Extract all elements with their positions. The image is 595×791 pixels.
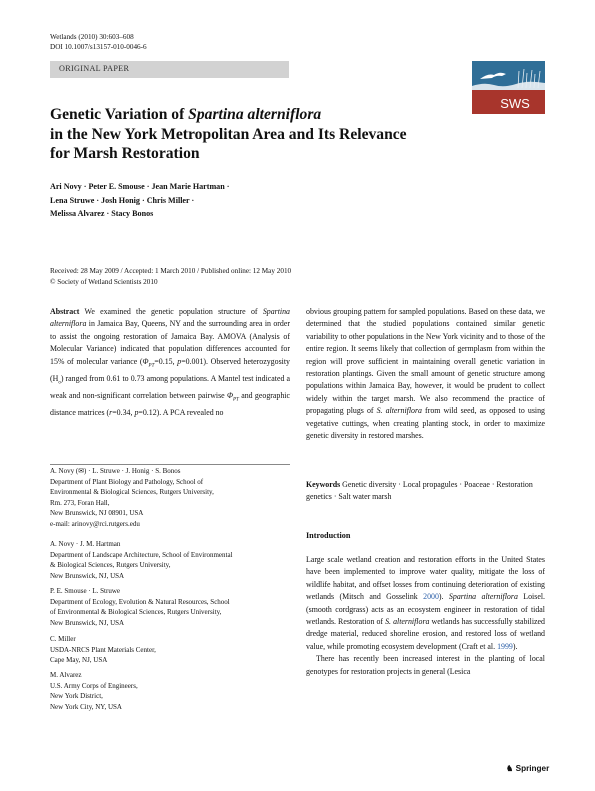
author-line: Ari Novy · Peter E. Smouse · Jean Marie Hartman · — [50, 182, 230, 191]
footnote-divider — [50, 464, 290, 465]
author-line: Lena Struwe · Josh Honig · Chris Miller · — [50, 195, 195, 205]
abstract-column-1: Abstract We examined the genetic population structure of Spartina alterniflora in Jamaica Bay, Queens, NY and the surrounding area in order to assist the ongoing restoration of Jamaica Bay. AMOVA (Analysis of Molecular Variance) indicated that population differences accounted for 15% of molecular variance ($\Phi_{PT}=0.15$, p=0.001). Observed heterozygosity $(H_o)$ ranged from 0.61 to 0.73 among populations. A Mantel test indicated a weak and non-significant correlation between pairwise $\Phi_{PT}$ and geographic distance matrices (r=0.34, p=0.12). A PCA revealed no — [50, 307, 290, 417]
affiliation-block: A. Novy (✉) · L. Struwe · J. Honig · S. Bonos Department of Plant Biology and Pathology, School of Environmental & Biological Sciences, Rutgers University, Rm. 273, Foran Hall, New Brunswick, NJ 08901, USA e-mail: arinovy@rci.rutgers.edu — [50, 466, 290, 530]
journal-citation: Wetlands (2010) 30:603–608 — [50, 33, 134, 41]
keywords: Keywords Genetic diversity · Local propagules · Poaceae · Restoration genetics · Salt water marsh — [306, 480, 533, 502]
keywords-label: Keywords — [306, 480, 341, 489]
title-species: Spartina alterniflora — [188, 106, 322, 123]
springer-icon: ♞ — [506, 764, 514, 773]
abstract-label: Abstract — [50, 307, 80, 316]
logo-text: SWS — [500, 96, 530, 111]
citation-link[interactable]: 2000 — [423, 592, 439, 602]
abstract-column-2: obvious grouping pattern for sampled populations. Based on these data, we determined that the studied populations contained similar genetic variability to other populations in the New York vicinity and to those of the entire region. It seems likely that collection of germplasm from within the region will prove sufficient in maintaining overall genetic variation in restoration plantings. Given the small amount of genetic structure among populations within Jamaica Bay, however, it would be prudent to collect widely within the target marsh. We also recommend the practice of propagating plugs of S. alterniflora from wild seed, as opposed to using vegetative cuttings, when creating planting stock, in order to maximize genetic diversity in restored marshes. — [306, 307, 545, 441]
springer-logo — [506, 763, 549, 773]
publication-history — [50, 266, 291, 287]
section-heading: Introduction — [306, 531, 351, 540]
publisher-name: Springer — [515, 764, 550, 773]
sws-logo-icon — [472, 61, 545, 114]
author-line: Melissa Alvarez · Stacy Bonos — [50, 209, 154, 219]
affiliation-block: A. Novy · J. M. Hartman Department of Landscape Architecture, School of Environmental & Biological Sciences, Rutgers University, New Brunswick, NJ, USA — [50, 540, 233, 580]
article-title: Genetic Variation of Spartina alterniflora in the New York Metropolitan Area and Its Relevance for Marsh Restoration — [50, 106, 407, 163]
copyright: © Society of Wetland Scientists 2010 — [50, 277, 158, 286]
sws-logo — [472, 61, 545, 114]
paragraph: There has recently been increased interest in the planting of local genotypes for restoration projects in general (Lesica — [306, 654, 545, 676]
affiliation-block: M. Alvarez U.S. Army Corps of Engineers, New York District, New York City, NY, USA — [50, 671, 138, 711]
journal-doi: DOI 10.1007/s13157-010-0046-6 — [50, 42, 147, 51]
journal-header — [50, 33, 147, 52]
affiliation-block: C. Miller USDA-NRCS Plant Materials Center, Cape May, NJ, USA — [50, 635, 156, 665]
citation-link[interactable]: 1999 — [497, 641, 513, 651]
affiliation-block: P. E. Smouse · L. Struwe Department of Ecology, Evolution & Natural Resources, School of Environmental & Biological Sciences, Rutgers University, New Brunswick, NJ, USA — [50, 587, 230, 627]
email-link[interactable]: e-mail: arinovy@rci.rutgers.edu — [50, 519, 140, 528]
article-type-label: ORIGINAL PAPER — [59, 64, 130, 73]
paragraph: Large scale wetland creation and restoration efforts in the United States have been implemented to improve water quality, mitigate the loss of wildlife habitat, and offset losses from continuing deterioration of existing wetlands (Mitsch and Gosselink 2000). Spartina alterniflora Loisel. (smooth cordgrass) acts as an ecosystem engineer in restoration of tidal wetlands. Restoration of S. alterniflora wetlands has successfully stabilized dredge material, reduced shoreline erosion, and restored loss of wetland value, while promoting ecosystem development (Craft et al. 1999). — [306, 555, 546, 651]
article-type-banner — [50, 61, 289, 78]
received-dates: Received: 28 May 2009 / Accepted: 1 March 2010 / Published online: 12 May 2010 — [50, 267, 292, 275]
author-list — [50, 180, 310, 221]
introduction-text — [306, 554, 545, 678]
